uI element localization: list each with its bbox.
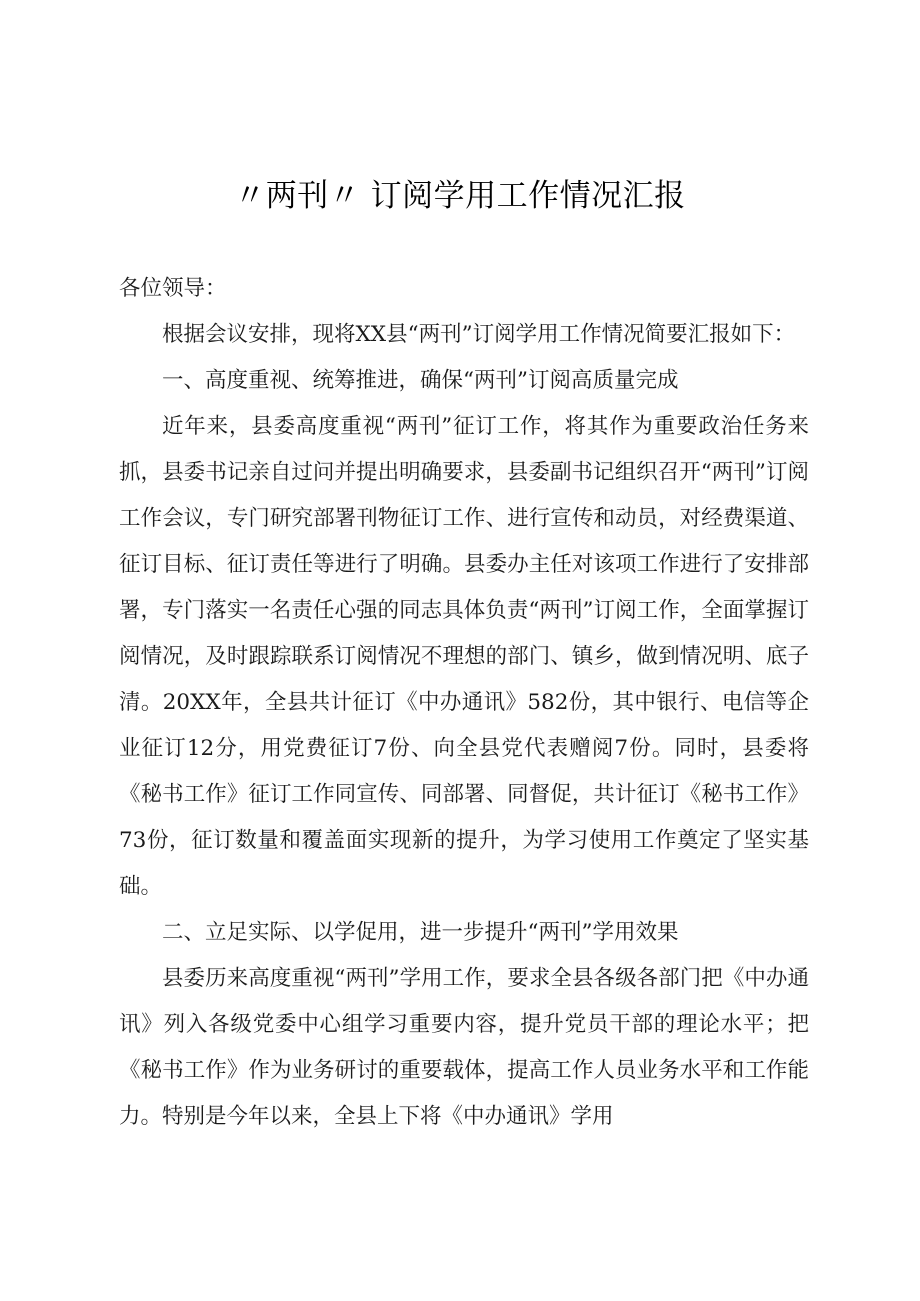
document-body (119, 266, 809, 1140)
document-title: 〃两刊〃 订阅学用工作情况汇报 (234, 178, 686, 214)
intro-paragraph: 根据会议安排，现将XX县“两刊”订阅学用工作情况简要汇报如下： (162, 322, 796, 347)
body-paragraph-2: 县委历来高度重视“两刊”学用工作，要求全县各级各部门把《中办通讯》列入各级党委中心组学习重要内容，提升党员干部的理论水平；把《秘书工作》作为业务研讨的重要载体，提高工作人员业务水平和工作能力。特别是今年以来，全县上下将《中办通讯》学用 (119, 966, 809, 1129)
section-heading-1: 一、高度重视、统筹推进，确保“两刊”订阅高质量完成 (162, 368, 679, 393)
salutation: 各位领导： (119, 276, 227, 301)
body-paragraph-1: 近年来，县委高度重视“两刊”征订工作，将其作为重要政治任务来抓，县委书记亲自过问并提出明确要求，县委副书记组织召开“两刊”订阅工作会议，专门研究部署刊物征订工作、进行宣传和动员，对经费渠道、征订目标、征订责任等进行了明确。县委办主任对该项工作进行了安排部署，专门落实一名责任心强的同志具体负责“两刊”订阅工作，全面掌握订阅情况，及时跟踪联系订阅情况不理想的部门、镇乡，做到情况明、底子清。20XX年，全县共计征订《中办通讯》582份，其中银行、电信等企业征订12分，用党费征订7份、向全县党代表赠阅7份。同时，县委将《秘书工作》征订工作同宣传、同部署、同督促，共计征订《秘书工作》73份，征订数量和覆盖面实现新的提升，为学习使用工作奠定了坚实基础。 (119, 414, 809, 899)
section-heading-2: 二、立足实际、以学促用，进一步提升“两刊”学用效果 (162, 920, 679, 945)
